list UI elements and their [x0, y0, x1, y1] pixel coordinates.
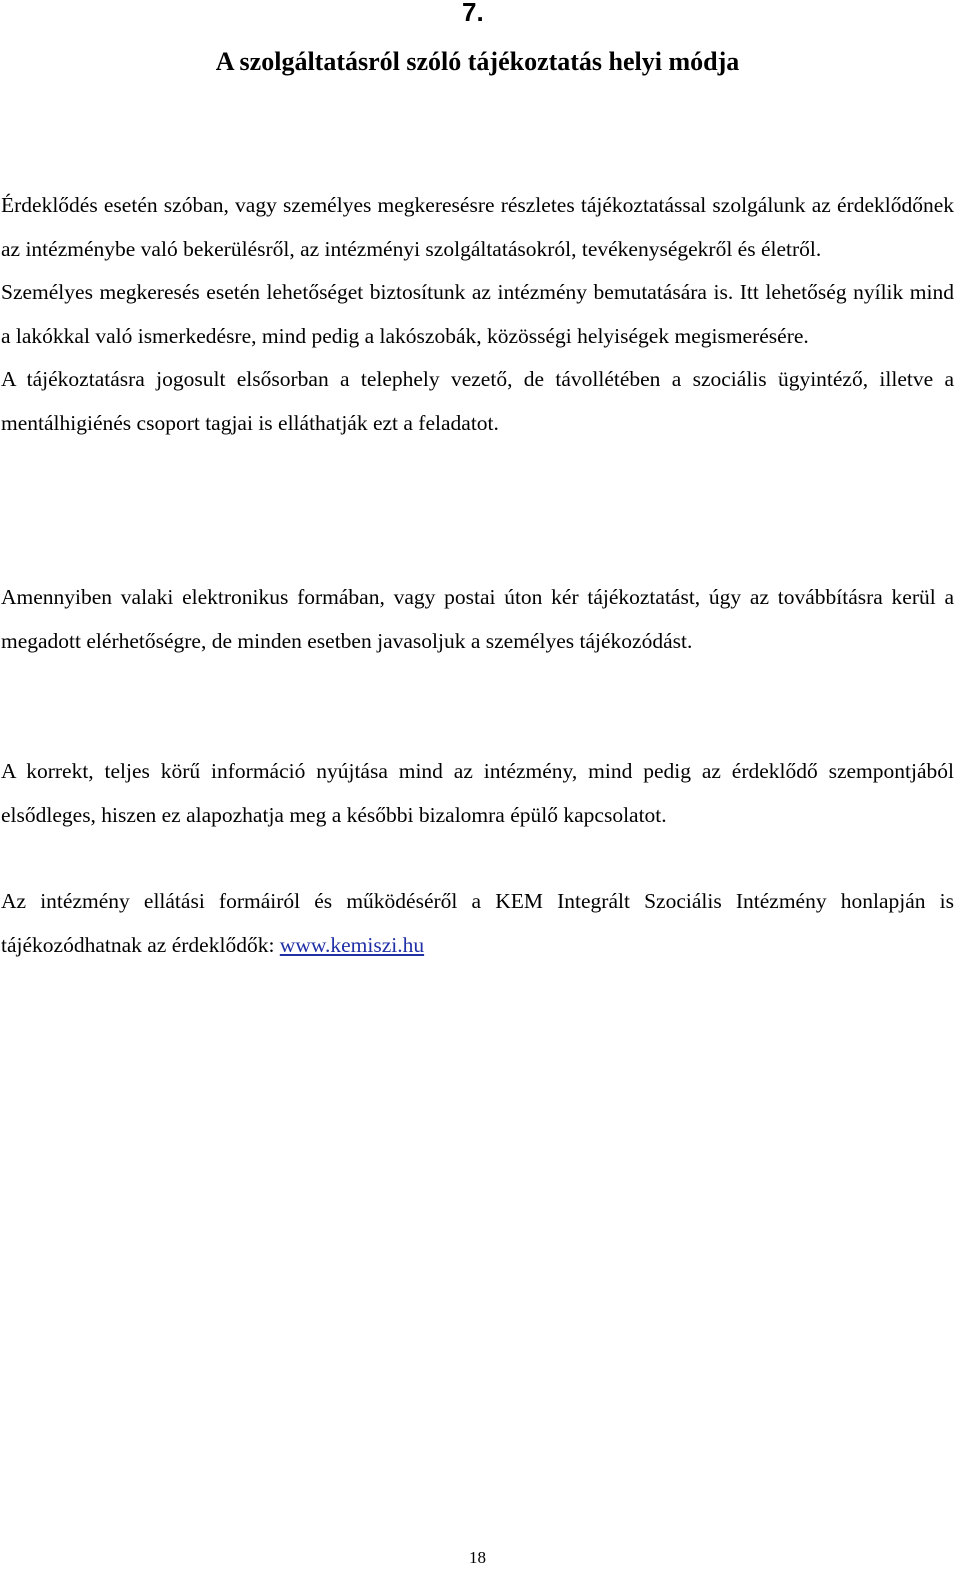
website-link[interactable]: www.kemiszi.hu: [279, 932, 425, 957]
info-block-4: [1, 880, 954, 967]
paragraph-correct-information: A korrekt, teljes körű információ nyújtása mind az intézmény, mind pedig az érdeklődő szempontjából elsődleges, hiszen ez alapozhatja meg a későbbi bizalomra épülő kapcsolatot.: [1, 759, 954, 827]
paragraph-inquiry: Érdeklődés esetén szóban, vagy személyes megkeresésre részletes tájékoztatással szolgálunk az érdeklődőnek az intézménybe való bekerülésről, az intézményi szolgáltatásokról, tevékenységekről és életről.: [1, 193, 954, 261]
section-title: A szolgáltatásról szóló tájékoztatás helyi módja: [215, 47, 740, 76]
info-block-3: [1, 750, 954, 837]
page-number: 18: [469, 1548, 486, 1567]
paragraph-personal-visit: Személyes megkeresés esetén lehetőséget biztosítunk az intézmény bemutatására is. Itt lehetőség nyílik mind a lakókkal való ismerkedésre, mind pedig a lakószobák, közösségi helyiségek megismerésére.: [1, 280, 954, 348]
info-block-2: [1, 576, 954, 663]
paragraph-authorized-persons: A tájékoztatásra jogosult elsősorban a telephely vezető, de távollétében a szociális ügyintéző, illetve a mentálhigiénés csoport tagjai is elláthatják ezt a feladatot.: [1, 367, 954, 435]
paragraph-website: [1, 880, 954, 967]
paragraph-electronic-request: Amennyiben valaki elektronikus formában, vagy postai úton kér tájékoztatást, úgy az továbbításra kerül a megadott elérhetőségre, de minden esetben javasoljuk a személyes tájékozódást.: [1, 585, 954, 653]
website-intro-text: Az intézmény ellátási formáiról és működéséről a KEM Integrált Szociális Intézmény honlapján is tájékozódhatnak az érdeklődők:: [1, 889, 954, 957]
info-block-1: [1, 184, 954, 445]
section-number: 7.: [462, 0, 484, 27]
